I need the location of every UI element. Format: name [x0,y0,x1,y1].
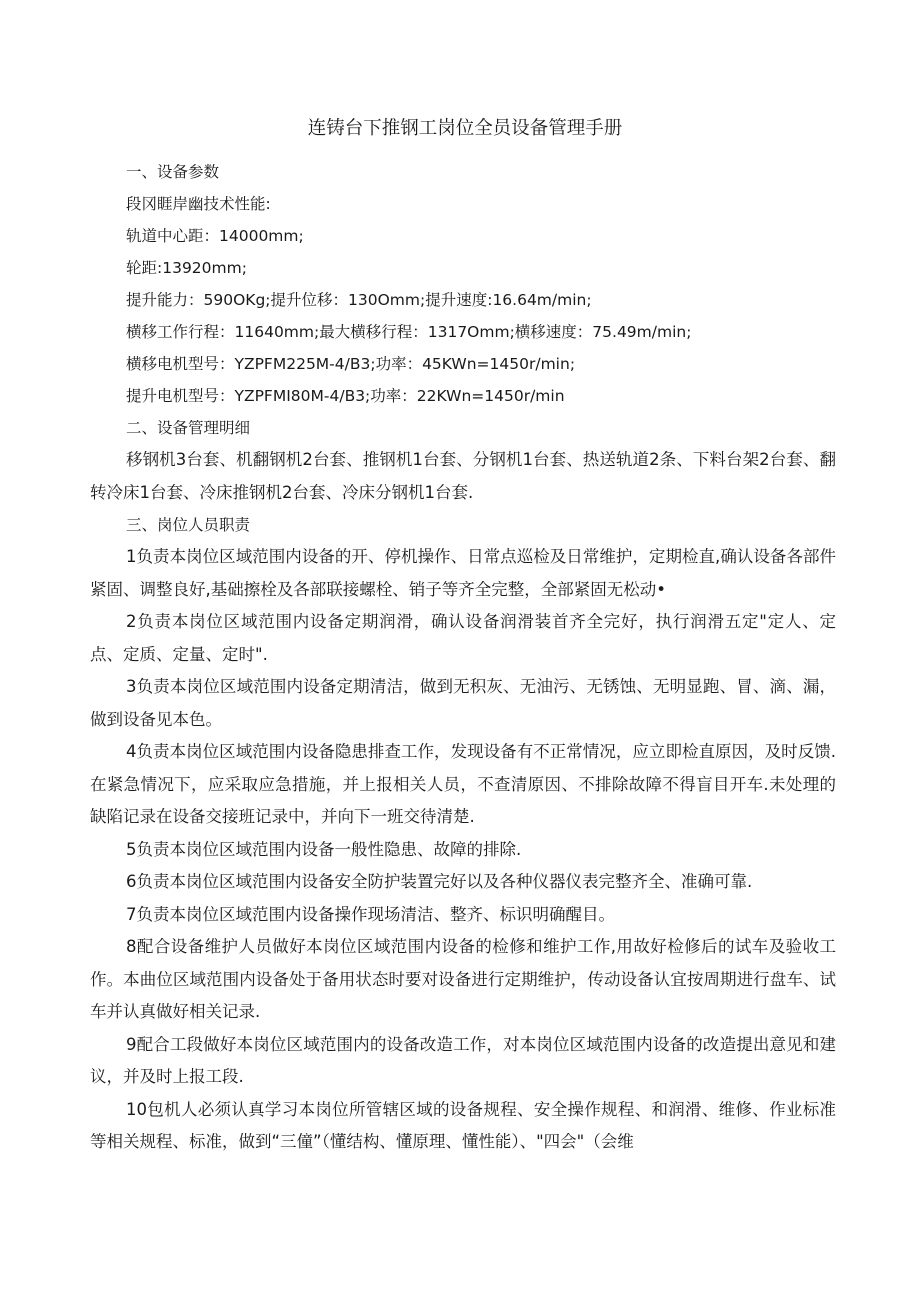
param-line-2: 轨道中心距：14000mm; [126,227,304,245]
management-detail-paragraph: 移钢机3台套、机翻钢机2台套、推钢机1台套、分钢机1台套、热送轨道2条、下料台架2台套、翻转冷床1台套、冷床推钢机2台套、冷床分钢机1台套. [90,450,836,502]
duty-item-6: 6负责本岗位区域范围内设备安全防护装置完好以及各种仪器仪表完整齐全、准确可靠. [126,872,753,891]
section-heading-duties: 三、岗位人员职责 [126,516,251,534]
param-line-7: 提升电机型号：YZPFMI80M-4/B3;功率：22KWn=1450r∕min [126,387,565,405]
duty-item-7: 7负责本岗位区域范围内设备操作现场清洁、整齐、标识明确醒目。 [126,904,615,924]
duty-item-1: 1负责本岗位区域范围内设备的开、停机操作、日常点巡检及日常维护，定期检直,确认设备各部件紧固、调整良好,基础擦栓及各部联接螺栓、销子等齐全完整，全部紧固无松动• [90,547,836,599]
duty-item-9: 9配合工段做好本岗位区域范围内的设备改造工作，对本岗位区域范围内设备的改造提出意见和建议，并及时上报工段. [90,1034,836,1086]
duty-item-2: 2负责本岗位区域范围内设备定期润滑，确认设备润滑装首齐全完好，执行润滑五定"定人、定点、定质、定量、定时". [90,612,836,664]
duty-item-5: 5负责本岗位区域范围内设备一般性隐患、故障的排除. [126,839,522,859]
section-heading-management: 二、设备管理明细 [126,419,251,437]
section-heading-parameters: 一、设备参数 [126,163,220,181]
document-title: 连铸台下推钢工岗位全员设备管理手册 [307,118,623,139]
duty-item-8: 8配合设备维护人员做好本岗位区域范围内设备的检修和维护工作,用故好检修后的试车及验收工作。本曲位区域范围内设备处于备用状态时要对设备进行定期维护，传动设备认宜按周期进行盘车、试车并认真做好相关记录. [90,937,836,1021]
duty-item-10: 10包机人必须认真学习本岗位所管辖区域的设备规程、安全操作规程、和润滑、维修、作业标准等相关规程、标准，做到“三僮”（懂结构、懂原理、懂性能）、"四会"（会维 [90,1099,836,1151]
duty-item-3: 3负责本岗位区域范围内设备定期清洁，做到无积灰、无油污、无锈蚀、无明显跑、冒、滴、漏，做到设备见本色。 [90,677,836,729]
param-line-4: 提升能力：590OKg;提升位移：130Omm;提升速度:16.64m∕min; [126,291,592,309]
param-line-6: 横移电机型号：YZPFM225M-4/B3;功率：45KWn=1450r∕min; [126,355,576,373]
param-line-3: 轮距:13920mm; [126,259,247,277]
param-line-1: 段冈睚岸幽技术性能: [126,195,271,213]
duty-item-4: 4负责本岗位区域范围内设备隐患排查工作，发现设备有不正常情况，应立即检直原因，及时反馈.在紧急情况下，应采取应急措施，并上报相关人员，不查清原因、不排除故障不得盲目开车.未处理的缺陷记录在设备交接班记录中，并向下一班交待清楚. [90,742,836,826]
param-line-5: 横移工作行程：11640mm;最大横移行程：1317Omm;横移速度：75.49m∕min; [126,323,692,341]
